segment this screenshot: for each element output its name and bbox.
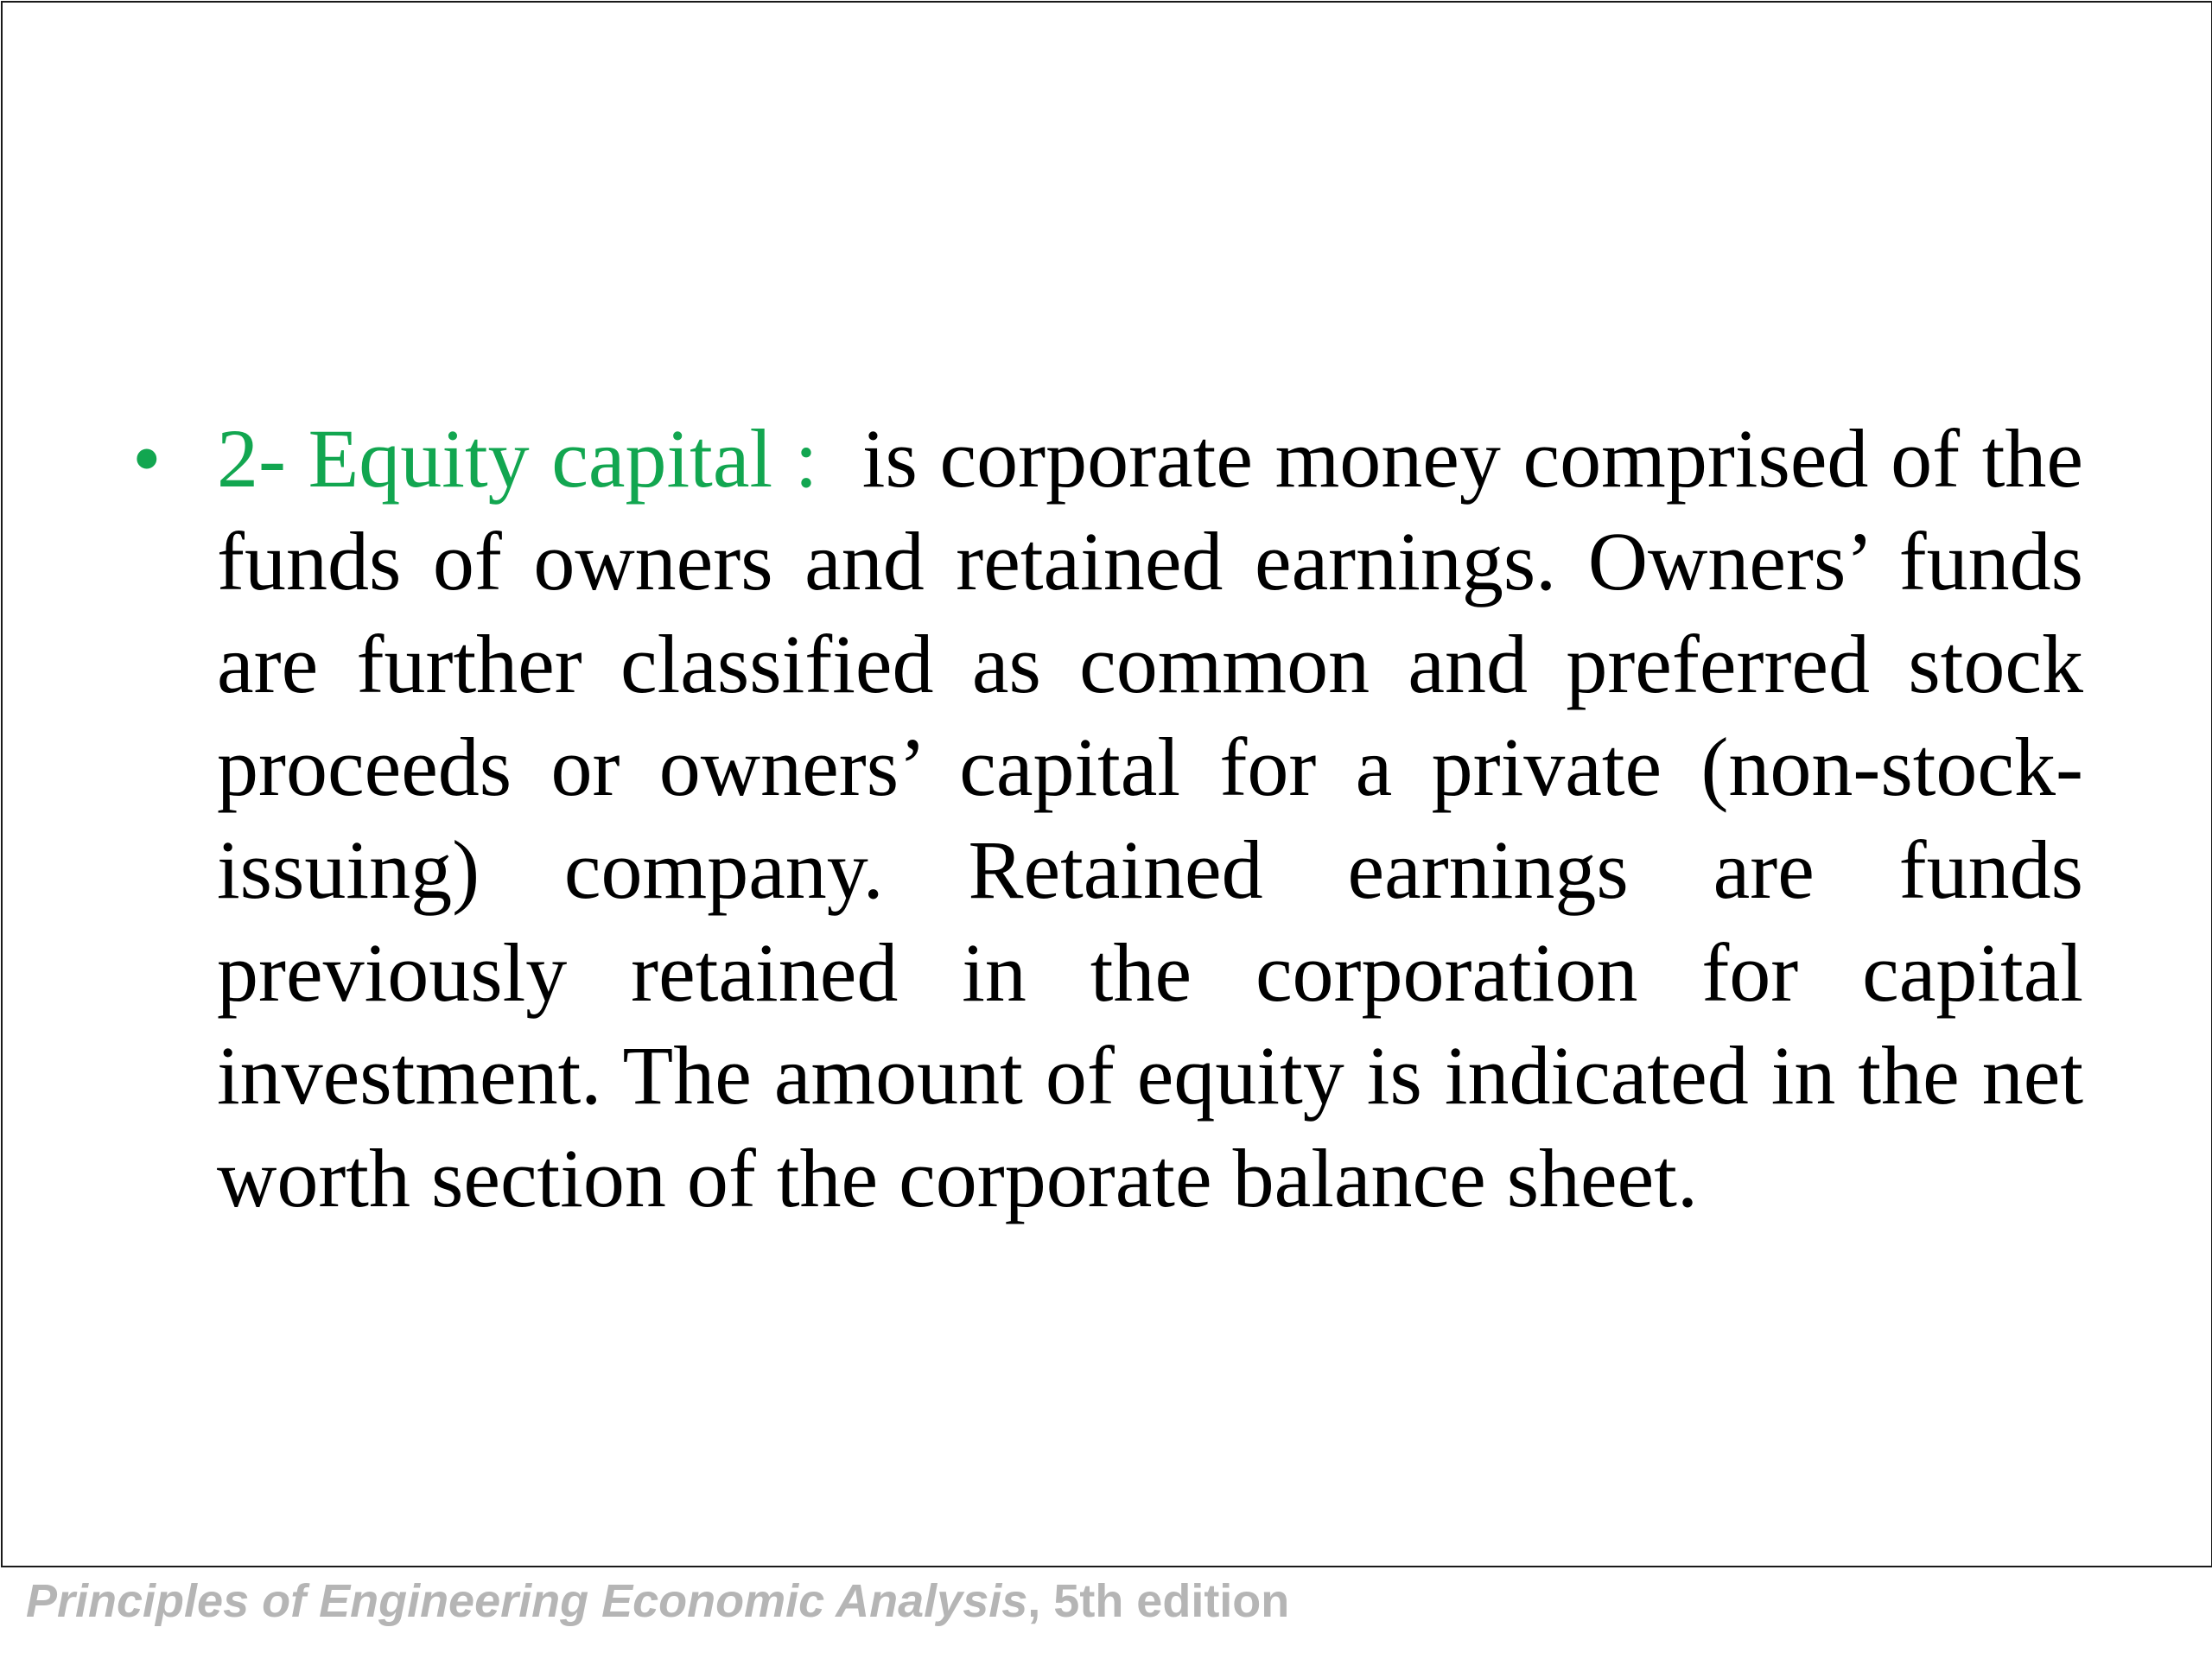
footer-edition: , 5th edition	[1027, 1575, 1290, 1627]
bullet-point: •	[132, 412, 162, 505]
term-heading: 2- Equity capital :	[217, 412, 818, 505]
slide-frame	[1, 1, 2212, 1567]
term-definition: is corporate money comprised of the funds of owners and retained earnings. Owners’ funds are further classified as common and preferred stock proceeds or owners’ capital for a private (non-stock-issuing) company. Retained earnings are funds previously retained in the corporation for capital investment. The amount of equity is indicated in the net worth section of the corporate balance sheet.	[217, 412, 2084, 1224]
bullet-text	[217, 407, 2083, 1230]
footer-book-title: Principles of Engineering Economic Analysis	[26, 1575, 1028, 1627]
footer-citation	[26, 1574, 1289, 1628]
